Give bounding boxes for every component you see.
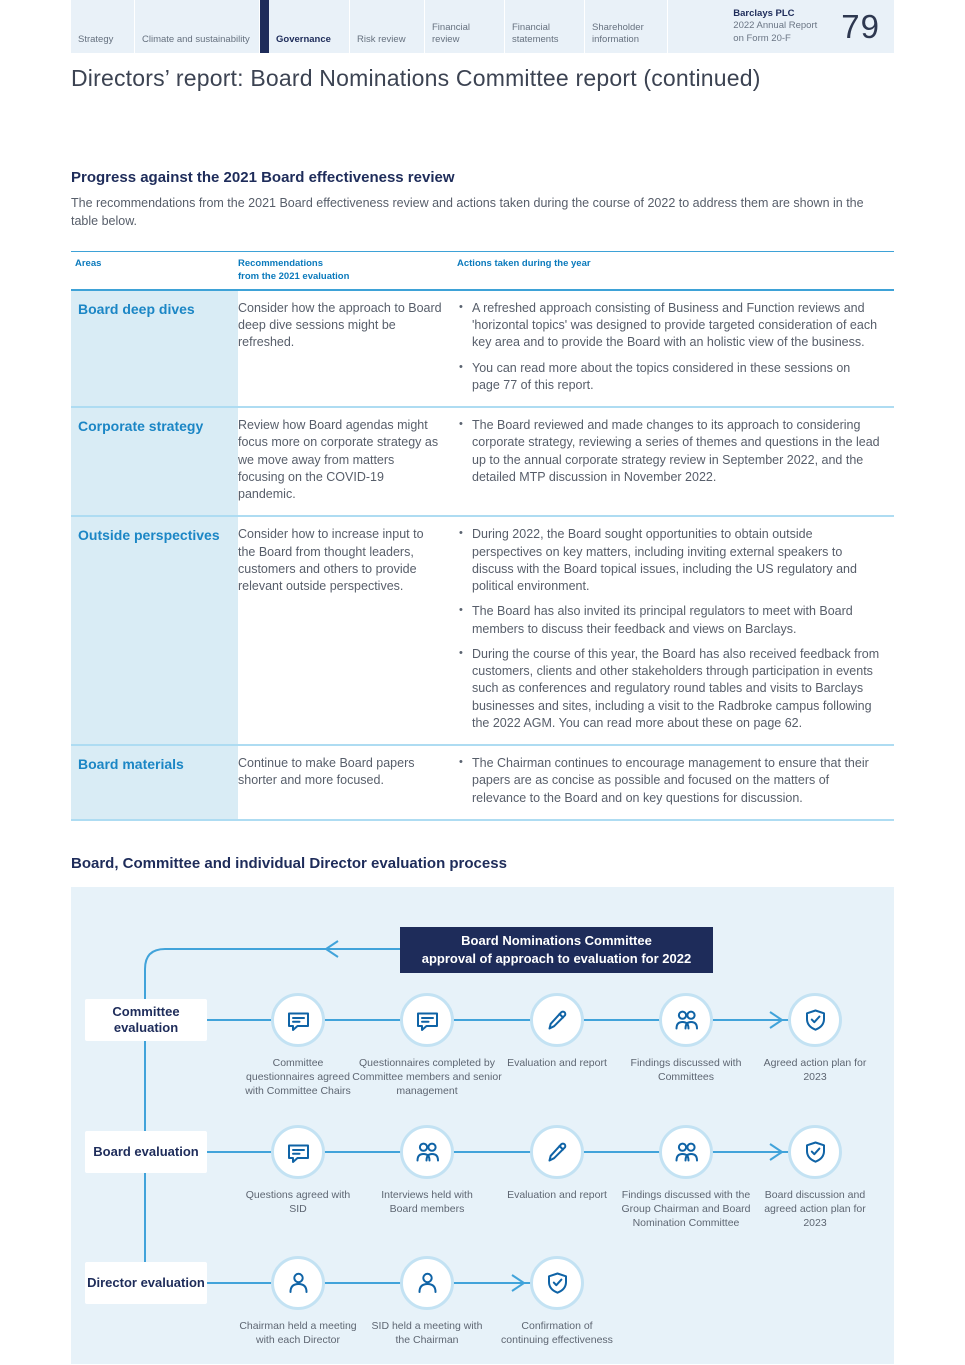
people-icon	[673, 1007, 700, 1033]
row-label-committee-evaluation: Committee evaluation	[85, 999, 207, 1041]
table-row	[71, 291, 894, 408]
actions-cell	[457, 291, 894, 406]
action-bullet: • A refreshed approach consisting of Business and Function reviews and 'horizontal topics' was designed to provide targeted consideration of each key area and to provide the Board with an holistic view of the business.	[457, 300, 880, 352]
area-cell: Corporate strategy	[71, 408, 238, 515]
person-icon	[285, 1270, 312, 1296]
tab-label: Climate and sustainability	[142, 34, 250, 46]
recommendation-cell: Consider how the approach to Board deep dive sessions might be refreshed.	[238, 300, 442, 350]
table-row	[71, 517, 894, 746]
diagram-step	[659, 993, 713, 1047]
step-label: Questions agreed with SID	[245, 1188, 351, 1215]
diagram-step	[400, 1125, 454, 1179]
col-header-line: Recommendations	[238, 258, 323, 270]
actions-cell	[457, 746, 894, 819]
tab-financial-statements[interactable]	[505, 0, 585, 53]
diagram-step	[788, 1125, 842, 1179]
step-label: Board discussion and agreed action plan for 2023	[764, 1188, 866, 1229]
col-header-actions: Actions taken during the year	[457, 258, 591, 270]
step-label: Findings discussed with the Group Chairman and Board Nomination Committee	[621, 1188, 751, 1229]
chat-icon	[285, 1139, 312, 1165]
step-label: Findings discussed with Committees	[630, 1056, 742, 1083]
diagram-step	[271, 1256, 325, 1310]
diagram-step	[271, 1125, 325, 1179]
diagram-step	[530, 1125, 584, 1179]
section1-heading: Progress against the 2021 Board effectiveness review	[71, 169, 455, 186]
top-nav	[71, 0, 894, 53]
nav-spacer	[668, 0, 733, 53]
table-row	[71, 746, 894, 821]
tab-shareholder-information[interactable]	[585, 0, 668, 53]
action-bullet: • You can read more about the topics considered in these sessions on page 77 of this report.	[457, 360, 880, 395]
tab-risk-review[interactable]	[350, 0, 425, 53]
area-cell: Board materials	[71, 746, 238, 819]
row-label-board-evaluation: Board evaluation	[85, 1131, 207, 1173]
step-label: Chairman held a meeting with each Director	[239, 1319, 357, 1346]
page-number: 79	[841, 7, 880, 45]
area-cell: Board deep dives	[71, 291, 238, 406]
tab-label: Strategy	[78, 34, 114, 46]
table-row	[71, 408, 894, 517]
report-brand	[733, 0, 841, 53]
diagram-step	[788, 993, 842, 1047]
step-label: Questionnaires completed by Committee members and senior management	[352, 1056, 502, 1097]
people-icon	[414, 1139, 441, 1165]
page-title: Directors’ report: Board Nominations Committee report (continued)	[71, 65, 761, 91]
tab-label: Governance	[276, 34, 331, 46]
brand-name: Barclays PLC	[733, 7, 795, 19]
people-icon	[673, 1139, 700, 1165]
step-label: Evaluation and report	[507, 1056, 607, 1069]
recommendation-cell: Continue to make Board papers shorter and more focused.	[238, 756, 415, 788]
recommendation-cell: Consider how to increase input to the Board from thought leaders, customers and others to provide relevant outside perspectives.	[238, 527, 424, 594]
diagram-step	[530, 1256, 584, 1310]
action-bullet: • The Board reviewed and made changes to its approach to considering corporate strategy, reviewing a series of themes and questions in the lead up to the annual corporate strategy review in September 2022, and the detailed MTP discussion in November 2022.	[457, 417, 880, 486]
area-cell: Outside perspectives	[71, 517, 238, 744]
tab-financial-review[interactable]	[425, 0, 505, 53]
shield-check-icon	[544, 1270, 571, 1296]
diagram-step	[530, 993, 584, 1047]
diagram-step	[271, 993, 325, 1047]
table-header-row	[71, 252, 894, 291]
section2-heading: Board, Committee and individual Director evaluation process	[71, 854, 507, 872]
brand-line: on Form 20-F	[733, 32, 791, 44]
step-label: Committee questionnaires agreed with Committee Chairs	[245, 1056, 351, 1097]
step-label: Evaluation and report	[507, 1188, 607, 1201]
approval-box	[400, 927, 713, 973]
tab-label: Financial review	[432, 22, 471, 46]
tab-label: Financial statements	[512, 22, 559, 46]
col-header-line: from the 2021 evaluation	[238, 270, 350, 282]
recommendation-cell: Review how Board agendas might focus more on corporate strategy as we move away from matters focusing on the COVID-19 pandemic.	[238, 418, 439, 502]
tab-label: Risk review	[357, 34, 406, 46]
action-bullet: • The Board has also invited its principal regulators to meet with Board members to discuss their feedback and views on Barclays.	[457, 603, 880, 638]
col-header-areas: Areas	[75, 258, 102, 270]
shield-check-icon	[802, 1007, 829, 1033]
brand-line: 2022 Annual Report	[733, 20, 818, 32]
row-label-director-evaluation: Director evaluation	[85, 1262, 207, 1304]
actions-cell	[457, 408, 894, 515]
section1-intro: The recommendations from the 2021 Board effectiveness review and actions taken during the course of 2022 to address them are shown in the table below.	[71, 196, 864, 229]
step-label: Confirmation of continuing effectiveness	[501, 1319, 613, 1346]
action-bullet: • During 2022, the Board sought opportunities to obtain outside perspectives on key matters, including inviting external speakers to discuss with the Board topical issues, including the US regulatory and political environment.	[457, 526, 880, 595]
tab-climate-sustainability[interactable]	[135, 0, 260, 53]
step-label: SID held a meeting with the Chairman	[371, 1319, 483, 1346]
step-label: Interviews held with Board members	[381, 1188, 473, 1215]
tab-label: Shareholder information	[592, 22, 644, 46]
tab-strategy[interactable]	[71, 0, 135, 53]
chat-icon	[414, 1007, 441, 1033]
actions-cell	[457, 517, 894, 744]
diagram-step	[400, 1256, 454, 1310]
diagram-step	[659, 1125, 713, 1179]
action-bullet: • The Chairman continues to encourage management to ensure that their papers are as concise as possible and focused on the matters of relevance to the Board and on key questions for discussion.	[457, 755, 880, 807]
shield-check-icon	[802, 1139, 829, 1165]
step-label: Agreed action plan for 2023	[763, 1056, 867, 1083]
diagram-step	[400, 993, 454, 1047]
approval-box-line: approval of approach to evaluation for 2022	[421, 950, 692, 966]
effectiveness-table	[71, 251, 894, 821]
col-header-recommendations	[238, 252, 457, 289]
person-icon	[414, 1270, 441, 1296]
approval-box-line: Board Nominations Committee	[461, 933, 652, 949]
pencil-icon	[544, 1007, 571, 1033]
evaluation-process-diagram	[71, 887, 894, 1364]
pencil-icon	[544, 1139, 571, 1165]
action-bullet: • During the course of this year, the Board has also received feedback from customers, clients and other stakeholders through participation in events such as conferences and regulatory round tables and visits to Barclays businesses and sites, including a visit to the Radbroke campus following the 2022 AGM. You can read more about these on page 62.	[457, 646, 880, 732]
tab-governance[interactable]	[260, 0, 350, 53]
chat-icon	[285, 1007, 312, 1033]
